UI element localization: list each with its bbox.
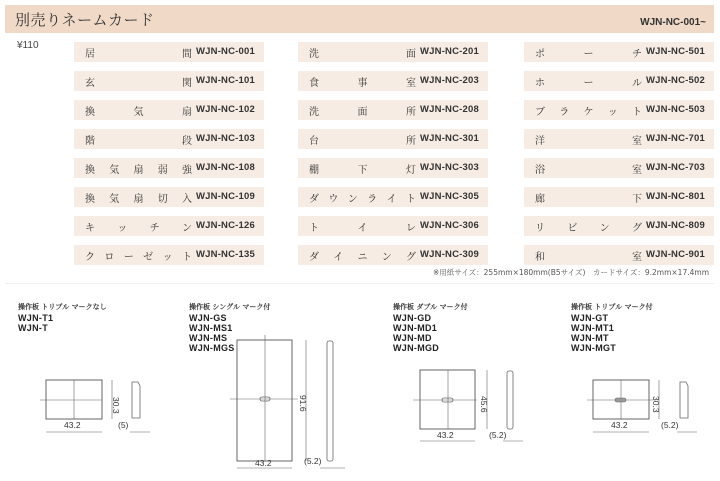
card-name-char: 強 bbox=[182, 165, 192, 176]
name-card-row bbox=[298, 71, 488, 91]
card-room-name bbox=[298, 161, 428, 175]
width-dimension: 43.2 bbox=[611, 420, 628, 430]
card-name-char: 廊 bbox=[535, 194, 545, 205]
card-name-char: ケ bbox=[583, 107, 594, 118]
card-product-code: WJN-NC-502 bbox=[645, 75, 705, 86]
plate-drawing-double bbox=[405, 360, 535, 445]
card-room-name bbox=[74, 161, 204, 175]
card-room-name bbox=[524, 248, 654, 262]
name-card-row bbox=[74, 216, 264, 236]
name-card-row bbox=[298, 158, 488, 178]
plate-type: 操作板 シングル マーク付 bbox=[189, 303, 271, 311]
card-room-name bbox=[524, 132, 654, 146]
card-name-char: 洗 bbox=[309, 107, 319, 118]
plate-model: WJN-MD1 bbox=[393, 323, 438, 333]
card-name-char: 入 bbox=[182, 194, 192, 205]
card-room-name bbox=[524, 219, 654, 233]
card-name-char: 室 bbox=[632, 165, 642, 176]
card-product-code: WJN-NC-203 bbox=[419, 75, 479, 86]
plate-spec-triple-nomark bbox=[18, 302, 107, 333]
card-name-char: ト bbox=[181, 252, 192, 263]
card-name-char: ー bbox=[583, 78, 594, 89]
name-card-row bbox=[524, 100, 714, 120]
name-card-row bbox=[74, 129, 264, 149]
card-room-name bbox=[298, 45, 428, 59]
card-name-char: 切 bbox=[157, 194, 168, 205]
card-name-char: 換 bbox=[85, 165, 95, 176]
name-card-row bbox=[74, 245, 264, 265]
card-name-char: 換 bbox=[85, 107, 95, 118]
card-room-name bbox=[298, 103, 428, 117]
card-room-name bbox=[524, 74, 654, 88]
name-card-row bbox=[524, 245, 714, 265]
card-product-code: WJN-NC-801 bbox=[645, 191, 705, 202]
card-name-char: 関 bbox=[182, 78, 192, 89]
price-label: ¥110 bbox=[17, 40, 39, 51]
card-name-char: 所 bbox=[406, 107, 416, 118]
card-name-char: 扇 bbox=[133, 194, 144, 205]
card-product-code: WJN-NC-126 bbox=[195, 220, 255, 231]
card-product-code: WJN-NC-306 bbox=[419, 220, 479, 231]
plate-type: 操作板 トリプル マークなし bbox=[18, 303, 107, 311]
card-name-char: 間 bbox=[182, 49, 192, 60]
card-room-name bbox=[74, 74, 204, 88]
plate-model: WJN-MGT bbox=[571, 343, 617, 353]
plate-model: WJN-GD bbox=[393, 313, 432, 323]
card-name-char: 室 bbox=[632, 252, 642, 263]
card-name-char: 和 bbox=[535, 252, 545, 263]
card-name-char: キ bbox=[85, 223, 95, 234]
card-name-char: 階 bbox=[85, 136, 95, 147]
card-name-char: ン bbox=[347, 194, 358, 205]
card-name-char: ル bbox=[632, 78, 642, 89]
height-dimension: 91.6 bbox=[298, 395, 308, 412]
card-name-char: 居 bbox=[85, 49, 95, 60]
plate-model: WJN-MT1 bbox=[571, 323, 615, 333]
card-name-char: 換 bbox=[85, 194, 95, 205]
card-name-char: ニ bbox=[357, 252, 368, 263]
card-name-char: 灯 bbox=[406, 165, 416, 176]
divider bbox=[5, 283, 714, 284]
card-name-char: 段 bbox=[182, 136, 192, 147]
card-room-name bbox=[74, 45, 204, 59]
card-room-name bbox=[74, 132, 204, 146]
name-card-row bbox=[524, 216, 714, 236]
width-dimension: 43.2 bbox=[64, 420, 81, 430]
page-header bbox=[5, 5, 714, 33]
card-room-name bbox=[524, 190, 654, 204]
name-card-row bbox=[74, 42, 264, 62]
card-product-code: WJN-NC-701 bbox=[645, 133, 705, 144]
card-name-char: イ bbox=[357, 223, 368, 234]
height-dimension: 30.3 bbox=[651, 396, 661, 413]
name-card-row bbox=[298, 42, 488, 62]
card-name-char: ポ bbox=[535, 49, 545, 60]
plate-type: 操作板 トリプル マーク付 bbox=[571, 303, 653, 311]
plate-model: WJN-MS1 bbox=[189, 323, 233, 333]
card-name-char: イ bbox=[386, 194, 397, 205]
card-product-code: WJN-NC-809 bbox=[645, 220, 705, 231]
name-card-row bbox=[298, 187, 488, 207]
card-product-code: WJN-NC-501 bbox=[645, 46, 705, 57]
card-name-char: 気 bbox=[109, 194, 120, 205]
card-room-name bbox=[524, 161, 654, 175]
card-product-code: WJN-NC-309 bbox=[419, 249, 479, 260]
card-product-code: WJN-NC-303 bbox=[419, 162, 479, 173]
card-room-name bbox=[524, 45, 654, 59]
height-dimension: 30.3 bbox=[111, 397, 121, 414]
name-card-row bbox=[524, 158, 714, 178]
card-name-char: ン bbox=[181, 223, 192, 234]
card-name-char: グ bbox=[631, 223, 642, 234]
name-card-row bbox=[74, 158, 264, 178]
card-name-char: チ bbox=[149, 223, 160, 234]
card-room-name bbox=[298, 219, 428, 233]
depth-dimension: (5.2) bbox=[304, 456, 322, 466]
depth-dimension: (5.2) bbox=[661, 420, 679, 430]
card-name-char: ン bbox=[599, 223, 610, 234]
card-room-name bbox=[298, 248, 428, 262]
name-card-row bbox=[524, 71, 714, 91]
card-product-code: WJN-NC-108 bbox=[195, 162, 255, 173]
card-name-char: ト bbox=[309, 223, 319, 234]
plate-model: WJN-MGD bbox=[393, 343, 440, 353]
card-name-char: 洋 bbox=[535, 136, 545, 147]
card-name-char: ブ bbox=[535, 107, 545, 118]
plate-drawing-triple-mark bbox=[585, 370, 715, 438]
card-name-char: 下 bbox=[357, 165, 368, 176]
card-product-code: WJN-NC-109 bbox=[195, 191, 255, 202]
name-card-row bbox=[298, 129, 488, 149]
code-range: WJN-NC-001~ bbox=[640, 17, 706, 28]
card-name-char: ダ bbox=[309, 252, 319, 263]
card-room-name bbox=[74, 248, 204, 262]
card-name-char: ダ bbox=[309, 194, 319, 205]
card-name-char: 室 bbox=[632, 136, 642, 147]
plate-model: WJN-GT bbox=[571, 313, 609, 323]
card-name-char: 面 bbox=[406, 49, 416, 60]
name-card-row bbox=[524, 129, 714, 149]
card-name-char: ラ bbox=[367, 194, 378, 205]
card-room-name bbox=[74, 190, 204, 204]
card-room-name bbox=[74, 103, 204, 117]
card-name-char: ロ bbox=[104, 252, 115, 263]
card-name-char: 玄 bbox=[85, 78, 95, 89]
card-name-char: ー bbox=[123, 252, 134, 263]
card-name-char: 下 bbox=[632, 194, 642, 205]
card-product-code: WJN-NC-103 bbox=[195, 133, 255, 144]
card-product-code: WJN-NC-301 bbox=[419, 133, 479, 144]
card-name-char: 弱 bbox=[157, 165, 168, 176]
card-product-code: WJN-NC-901 bbox=[645, 249, 705, 260]
card-name-char: 面 bbox=[357, 107, 368, 118]
card-product-code: WJN-NC-503 bbox=[645, 104, 705, 115]
card-name-char: 浴 bbox=[535, 165, 545, 176]
card-name-char: 事 bbox=[357, 78, 368, 89]
card-name-char: ク bbox=[85, 252, 95, 263]
plate-model: WJN-T bbox=[18, 323, 48, 333]
name-card-row bbox=[524, 42, 714, 62]
card-room-name bbox=[298, 132, 428, 146]
card-name-char: 台 bbox=[309, 136, 319, 147]
name-card-row bbox=[298, 245, 488, 265]
plate-model: WJN-T1 bbox=[18, 313, 54, 323]
card-name-char: リ bbox=[535, 223, 545, 234]
card-name-char: ト bbox=[632, 107, 642, 118]
card-product-code: WJN-NC-305 bbox=[419, 191, 479, 202]
card-product-code: WJN-NC-001 bbox=[195, 46, 255, 57]
card-name-char: ー bbox=[583, 49, 594, 60]
card-product-code: WJN-NC-135 bbox=[195, 249, 255, 260]
height-dimension: 45.6 bbox=[479, 396, 489, 413]
card-name-char: イ bbox=[333, 252, 344, 263]
card-name-char: 気 bbox=[133, 107, 144, 118]
card-product-code: WJN-NC-101 bbox=[195, 75, 255, 86]
plate-spec-triple-mark bbox=[571, 302, 653, 353]
card-name-char: ラ bbox=[559, 107, 570, 118]
plate-drawing-triple-nomark bbox=[30, 370, 160, 438]
plate-type: 操作板 ダブル マーク付 bbox=[393, 303, 468, 311]
card-name-char: 扇 bbox=[133, 165, 144, 176]
width-dimension: 43.2 bbox=[437, 430, 454, 440]
card-name-char: 気 bbox=[109, 165, 120, 176]
card-name-char: チ bbox=[632, 49, 642, 60]
card-name-char: ッ bbox=[607, 107, 618, 118]
plate-model: WJN-GS bbox=[189, 313, 227, 323]
card-name-char: ッ bbox=[117, 223, 128, 234]
name-card-row bbox=[74, 71, 264, 91]
card-name-char: 室 bbox=[406, 78, 416, 89]
card-room-name bbox=[298, 190, 428, 204]
card-product-code: WJN-NC-201 bbox=[419, 46, 479, 57]
card-name-char: ン bbox=[381, 252, 392, 263]
card-product-code: WJN-NC-102 bbox=[195, 104, 255, 115]
card-name-char: ッ bbox=[162, 252, 173, 263]
card-name-char: グ bbox=[406, 252, 416, 263]
name-card-row bbox=[74, 100, 264, 120]
name-card-row bbox=[74, 187, 264, 207]
card-name-char: 食 bbox=[309, 78, 319, 89]
card-name-char: ウ bbox=[328, 194, 339, 205]
plate-model: WJN-MT bbox=[571, 333, 609, 343]
plate-model: WJN-MGS bbox=[189, 343, 235, 353]
card-name-char: 扇 bbox=[182, 107, 192, 118]
card-name-char: ゼ bbox=[143, 252, 154, 263]
plate-model: WJN-MS bbox=[189, 333, 228, 343]
card-name-char: ト bbox=[405, 194, 416, 205]
card-product-code: WJN-NC-703 bbox=[645, 162, 705, 173]
depth-dimension: (5.2) bbox=[489, 430, 507, 440]
card-room-name bbox=[74, 219, 204, 233]
width-dimension: 43.2 bbox=[255, 458, 272, 468]
card-name-char: 棚 bbox=[309, 165, 319, 176]
name-card-row bbox=[298, 100, 488, 120]
name-card-row bbox=[298, 216, 488, 236]
card-product-code: WJN-NC-208 bbox=[419, 104, 479, 115]
depth-dimension: (5) bbox=[118, 420, 129, 430]
card-name-char: レ bbox=[406, 223, 416, 234]
size-note: ※用紙サイズ：255mm×180mm(B5サイズ) カードサイズ：9.2mm×17.4mm bbox=[432, 268, 709, 277]
card-name-char: 所 bbox=[406, 136, 416, 147]
card-room-name bbox=[298, 74, 428, 88]
name-card-row bbox=[524, 187, 714, 207]
plate-drawing-single bbox=[230, 335, 355, 475]
card-room-name bbox=[524, 103, 654, 117]
card-name-char: ビ bbox=[567, 223, 578, 234]
card-name-char: 洗 bbox=[309, 49, 319, 60]
plate-model: WJN-MD bbox=[393, 333, 432, 343]
card-name-char: ホ bbox=[535, 78, 545, 89]
plate-spec-double bbox=[393, 302, 468, 353]
page-title: 別売りネームカード bbox=[15, 11, 155, 29]
